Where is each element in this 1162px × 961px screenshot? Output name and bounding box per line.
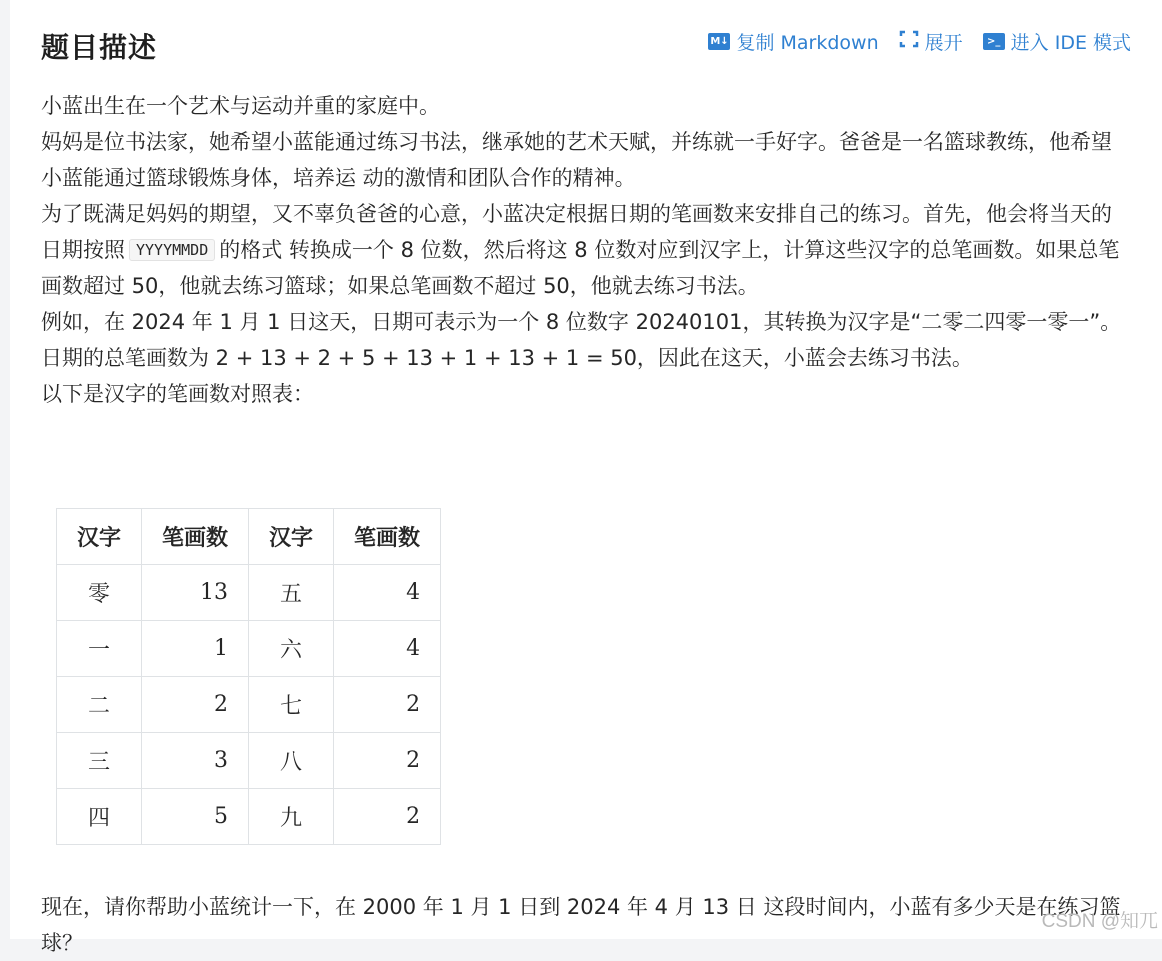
table-cell-char: 三 [57, 733, 142, 789]
table-cell-count: 3 [142, 733, 249, 789]
page-title: 题目描述 [41, 31, 158, 64]
table-header-cell: 汉字 [57, 509, 142, 565]
table-row [57, 621, 441, 677]
expand-icon [899, 30, 919, 53]
enter-ide-mode-button[interactable] [983, 28, 1131, 55]
table-cell-count: 2 [142, 677, 249, 733]
date-format-code: YYYYMMDD [129, 239, 215, 261]
expand-label: 展开 [924, 32, 963, 54]
table-cell-count: 2 [334, 789, 441, 845]
paragraph-table-intro: 以下是汉字的笔画数对照表： [41, 382, 314, 406]
table-header-cell: 笔画数 [142, 509, 249, 565]
table-cell-count: 2 [334, 677, 441, 733]
table-cell-char: 九 [249, 789, 334, 845]
table-header-cell: 汉字 [249, 509, 334, 565]
table-cell-char: 八 [249, 733, 334, 789]
table-header-row [57, 509, 441, 565]
header-actions [708, 28, 1131, 55]
table-cell-count: 2 [334, 733, 441, 789]
table-row [57, 565, 441, 621]
table-cell-char: 零 [57, 565, 142, 621]
stroke-count-table [56, 508, 441, 845]
copy-markdown-button[interactable] [708, 28, 878, 55]
expand-button[interactable] [899, 28, 963, 55]
table-cell-char: 七 [249, 677, 334, 733]
paragraph-parents: 妈妈是位书法家，她希望小蓝能通过练习书法，继承她的艺术天赋，并练就一手好字。爸爸是一名篮球教练，他希望小蓝能通过篮球锻炼身体，培养运 动的激情和团队合作的精神。 [41, 130, 1112, 190]
problem-header [41, 18, 1131, 68]
table-cell-count: 4 [334, 565, 441, 621]
paragraph-intro: 小蓝出生在一个艺术与运动并重的家庭中。 [41, 94, 440, 118]
rule-text-b: 的格式 转换成一个 8 位数，然后将这 8 位数对应到汉字上，计算这些汉字的总笔画数。如果总笔画数超过 50，他就去练习篮球；如果总笔画数不超过 50，他就去练习书法。 [41, 238, 1120, 298]
terminal-icon: >_ [983, 33, 1005, 50]
table-cell-char: 六 [249, 621, 334, 677]
paragraph-example: 例如，在 2024 年 1 月 1 日这天，日期可表示为一个 8 位数字 20240101，其转换为汉字是“二零二四零一零一”。日期的总笔画数为 2 + 13 + 2 + 5 + 13 + 1 + 13 + 1 = 50，因此在这天，小蓝会去练习书法。 [41, 310, 1122, 370]
table-cell-count: 1 [142, 621, 249, 677]
table-cell-char: 二 [57, 677, 142, 733]
table-cell-count: 13 [142, 565, 249, 621]
question-text: 现在，请你帮助小蓝统计一下，在 2000 年 1 月 1 日到 2024 年 4 月 13 日 这段时间内，小蓝有多少天是在练习篮球？ [41, 895, 1121, 955]
table-row [57, 733, 441, 789]
csdn-watermark: CSDN @知兀 [1041, 911, 1158, 932]
problem-description [41, 88, 1131, 412]
table-cell-char: 一 [57, 621, 142, 677]
table-cell-count: 4 [334, 621, 441, 677]
markdown-icon: M↓ [708, 33, 730, 50]
table-cell-char: 五 [249, 565, 334, 621]
enter-ide-label: 进入 IDE 模式 [1010, 32, 1131, 54]
table-row [57, 677, 441, 733]
problem-page [10, 0, 1162, 955]
copy-markdown-label: 复制 Markdown [736, 32, 879, 54]
table-row [57, 789, 441, 845]
rule-text-a: 为了既满足妈妈的期望，又不辜负爸爸的心意，小蓝决定根据日期的笔画数来安排自己的练习。首先，他会将当天的日期按照 [41, 202, 1112, 262]
table-cell-char: 四 [57, 789, 142, 845]
paragraph-rule [41, 196, 1131, 304]
table-cell-count: 5 [142, 789, 249, 845]
table-header-cell: 笔画数 [334, 509, 441, 565]
